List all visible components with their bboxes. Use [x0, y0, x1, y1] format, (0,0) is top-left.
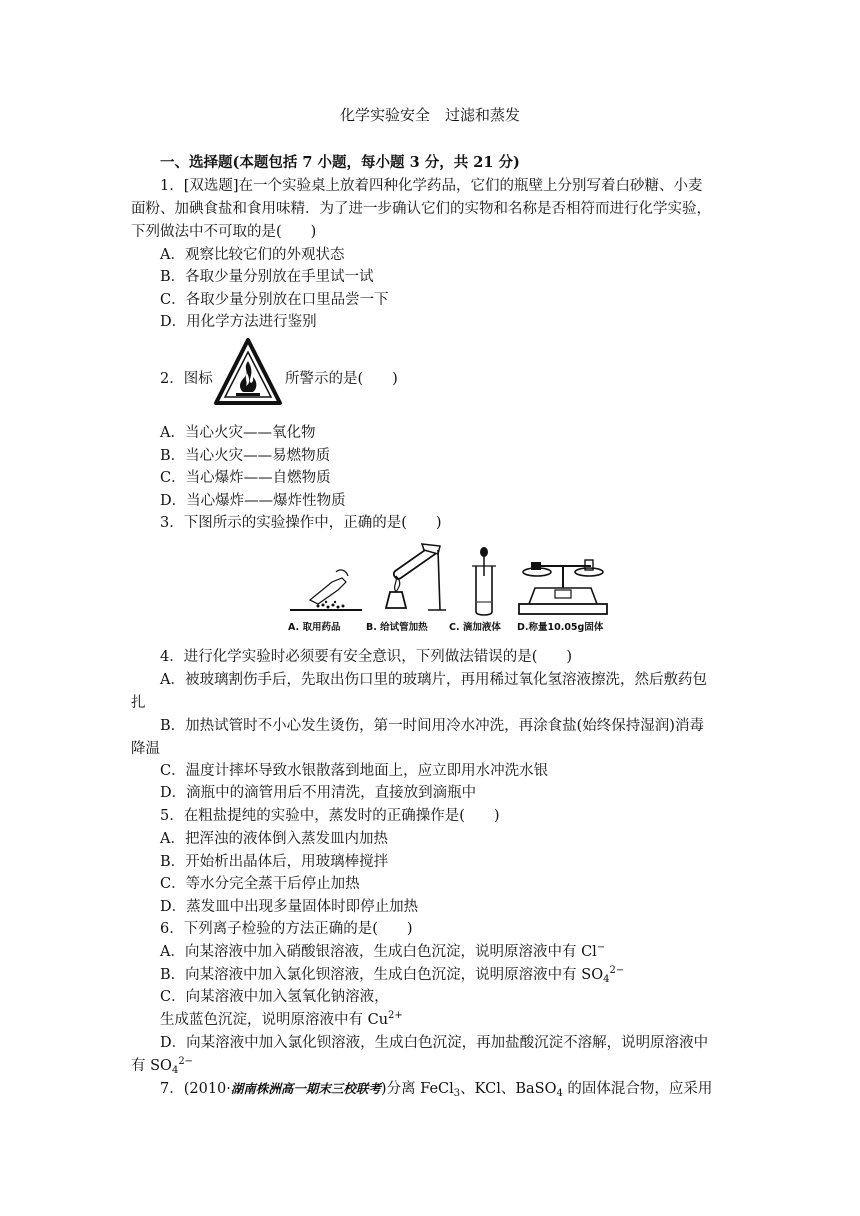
q6-option-a — [160, 941, 605, 965]
q6-option-d-text: 有 SO — [131, 1058, 172, 1074]
figure-caption-d: D.称量10.05g固体 — [517, 622, 604, 633]
q1-stem-line2: 面粉、加碘食盐和食用味精．为了进一步确认它们的实物和名称是否相符而进行化学实验， — [131, 201, 711, 217]
q7-subscript-1: 3 — [453, 1088, 461, 1099]
q6-option-b-text: B．向某溶液中加入氯化钡溶液，生成白色沉淀，说明原溶液中有 SO — [160, 967, 604, 983]
q4-option-d: D．滴瓶中的滴管用后不用清洗，直接放到滴瓶中 — [160, 785, 477, 801]
q1-option-c: C．各取少量分别放在口里品尝一下 — [160, 292, 389, 308]
q6-option-d-charge: 2− — [178, 1056, 194, 1067]
q4-stem: 4．进行化学实验时必须要有安全意识，下列做法错误的是( ) — [160, 649, 573, 665]
q5-option-b: B．开始析出晶体后，用玻璃棒搅拌 — [160, 854, 389, 870]
q5-option-a: A．把浑浊的液体倒入蒸发皿内加热 — [160, 831, 388, 847]
q6-option-b-charge: 2− — [609, 965, 625, 976]
q5-stem: 5．在粗盐提纯的实验中，蒸发时的正确操作是( ) — [160, 808, 500, 824]
section-heading: 一、选择题(本题包括 7 小题，每小题 3 分，共 21 分) — [160, 154, 520, 171]
q7-start: 7．(2010· — [160, 1081, 231, 1097]
q6-option-d-line2 — [131, 1055, 193, 1079]
q1-option-a: A．观察比较它们的外观状态 — [160, 247, 345, 263]
q6-option-c-charge: 2+ — [388, 1010, 403, 1021]
q6-option-c-line1: C．向某溶液中加入氢氧化钠溶液， — [160, 989, 389, 1005]
q5-option-c: C．等水分完全蒸干后停止加热 — [160, 876, 360, 892]
q1-option-b: B．各取少量分别放在手里试一试 — [160, 269, 374, 285]
q1-option-d: D．用化学方法进行鉴别 — [160, 314, 317, 330]
q1-stem-line3: 下列做法中不可取的是( ) — [131, 224, 317, 240]
q7-mid: )分离 FeCl — [380, 1081, 454, 1097]
q6-option-c-line2 — [160, 1009, 403, 1033]
q6-option-b — [160, 964, 624, 988]
q7-subscript-2: 4 — [556, 1088, 563, 1099]
q4-option-c: C．温度计摔坏导致水银散落到地面上，应立即用水冲洗水银 — [160, 763, 549, 779]
figure-caption-c: C. 滴加液体 — [449, 622, 501, 633]
q3-stem: 3．下图所示的实验操作中，正确的是( ) — [160, 515, 442, 531]
q2-option-a: A．当心火灾——氧化物 — [160, 425, 316, 441]
take-reagent-illustration — [288, 542, 366, 614]
q7-stem — [160, 1078, 712, 1102]
page-title: 化学实验安全 过滤和蒸发 — [339, 106, 520, 124]
q6-option-b-subscript: 4 — [603, 974, 610, 985]
q7-source: 湖南株洲高一期末三校联考 — [230, 1081, 381, 1096]
drop-liquid-illustration — [462, 544, 506, 618]
q5-option-d: D．蒸发皿中出现多量固体时即停止加热 — [160, 899, 419, 915]
q2-stem-prefix: 2．图标 — [160, 371, 213, 387]
q7-rest2: 的固体混合物，应采用 — [562, 1081, 713, 1097]
q4-option-a-line2: 扎 — [131, 695, 146, 711]
flammable-warning-icon — [213, 337, 283, 407]
q6-option-d-line1: D．向某溶液中加入氯化钡溶液，生成白色沉淀，再加盐酸沉淀不溶解，说明原溶液中 — [160, 1035, 709, 1051]
q4-option-b-line2: 降温 — [131, 741, 160, 757]
q7-rest1: 、KCl、BaSO — [460, 1081, 557, 1097]
figure-caption-a: A. 取用药品 — [288, 622, 341, 633]
q2-option-b: B．当心火灾——易燃物质 — [160, 448, 331, 464]
figure-caption-b: B. 给试管加热 — [366, 622, 428, 633]
q2-option-d: D．当心爆炸——爆炸性物质 — [160, 493, 346, 509]
balance-scale-illustration — [515, 548, 611, 618]
q6-option-a-charge: − — [596, 942, 606, 953]
heat-test-tube-illustration — [378, 540, 448, 618]
q2-option-c: C．当心爆炸——自燃物质 — [160, 470, 331, 486]
q6-option-d-subscript: 4 — [171, 1065, 179, 1076]
q6-stem: 6．下列离子检验的方法正确的是( ) — [160, 921, 413, 937]
q6-option-c-text: 生成蓝色沉淀，说明原溶液中有 Cu — [160, 1012, 389, 1028]
q1-stem-line1: 1．[双选题]在一个实验桌上放着四种化学药品，它们的瓶壁上分别写着白砂糖、小麦 — [160, 178, 703, 194]
q4-option-a-line1: A．被玻璃割伤手后，先取出伤口里的玻璃片，再用稀过氧化氢溶液擦洗，然后敷药包 — [160, 672, 707, 688]
q4-option-b-line1: B．加热试管时不小心发生烫伤，第一时间用冷水冲洗，再涂食盐(始终保持湿润)消毒 — [160, 718, 704, 734]
q6-option-a-text: A．向某溶液中加入硝酸银溶液，生成白色沉淀，说明原溶液中有 Cl — [160, 944, 597, 960]
q2-stem-suffix: 所警示的是( ) — [285, 371, 398, 387]
